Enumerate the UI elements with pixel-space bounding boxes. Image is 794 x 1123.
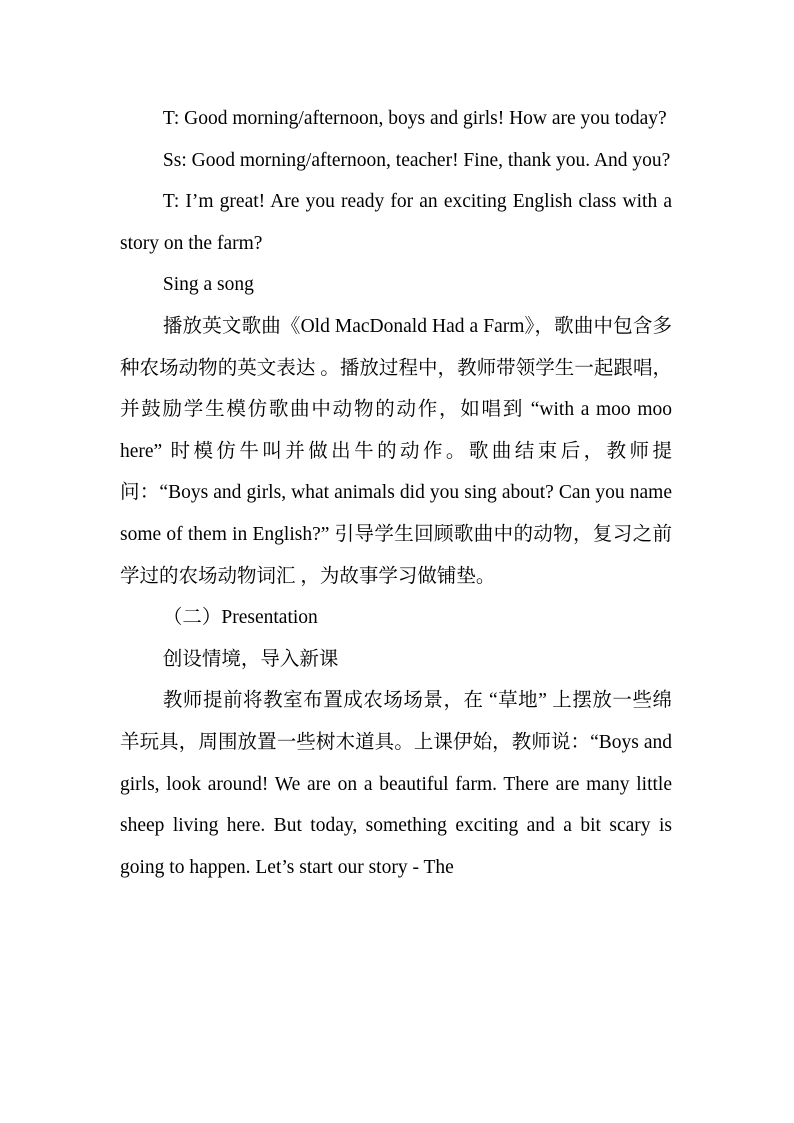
dialogue-teacher-question: T: I’m great! Are you ready for an exciting English class with a story on the farm? — [120, 191, 672, 254]
subheading-create-situation: 创设情境，导入新课 — [162, 648, 339, 670]
section-heading-presentation: （二）Presentation — [162, 607, 318, 629]
activity-heading-sing-a-song: Sing a song — [162, 274, 254, 296]
activity-song-description: 播放英文歌曲《Old MacDonald Had a Farm》，歌曲中包含多种农场动物的英文表达 。播放过程中，教师带领学生一起跟唱，并鼓励学生模仿歌曲中动物的动作，如唱到 “with a moo moo here” 时模仿牛叫并做出牛的动作。歌曲结束后，教师提问：“Boys and girls, what animals did you sing about? Can you name some of them in English?” 引导学生回顾歌曲中的动物，复习之前学过的农场动物词汇 ，为故事学习做铺垫。 — [120, 315, 672, 587]
document-body — [120, 98, 672, 888]
presentation-description: 教师提前将教室布置成农场场景，在 “草地” 上摆放一些绵羊玩具，周围放置一些树木道具。上课伊始，教师说：“Boys and girls, look around! We are on a beautiful farm. There are many little sheep living here. But today, something exciting and a bit scary is going to happen. Let’s start our story - The — [120, 690, 672, 878]
dialogue-teacher-greeting: T: Good morning/afternoon, boys and girls! How are you today? — [162, 108, 667, 129]
dialogue-students-reply: Ss: Good morning/afternoon, teacher! Fine, thank you. And you? — [162, 149, 671, 171]
